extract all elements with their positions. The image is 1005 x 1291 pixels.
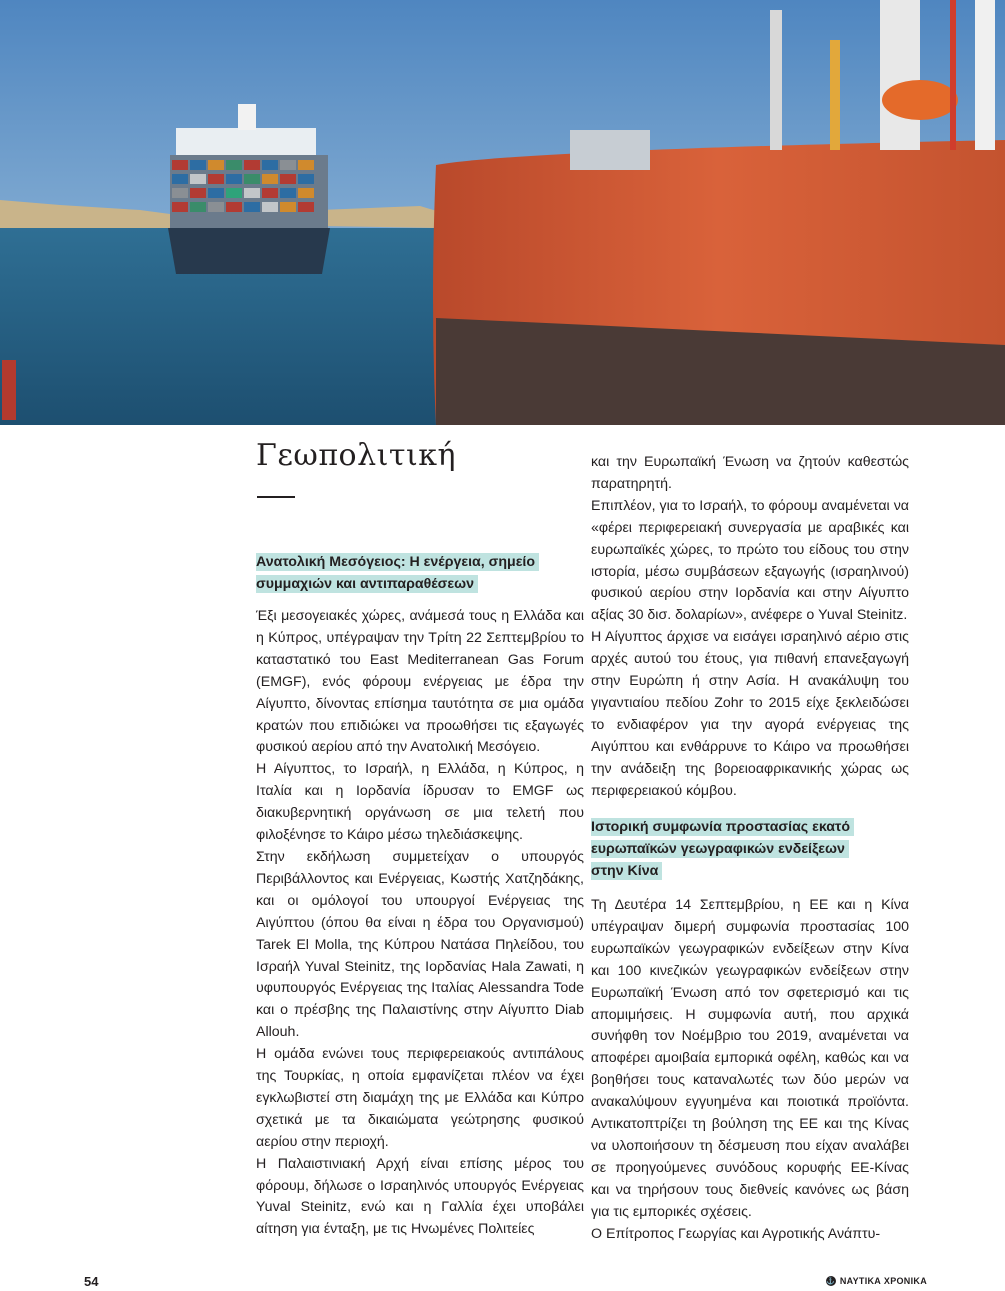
magazine-brand xyxy=(826,1276,927,1286)
page-number: 54 xyxy=(84,1274,99,1289)
article2-paragraph: Τη Δευτέρα 14 Σεπτεμβρίου, η ΕΕ και η Κίνα υπέγραψαν διμερή συμφωνία προστασίας 100 ευρωπαϊκών γεωγραφικών ενδείξεων στην Κίνα και 100 κινεζικών γεωγραφικών ενδείξεων στην Ευρωπαϊκή Ένωση από τον σφετερισμό και τις απομιμήσεις. Η συμφωνία αυτή, που αρχικά συνήφθη τον Νοέμβριο του 2019, αναμένεται να αποφέρει αμοιβαία εμπορικά οφέλη, καθώς και να βοηθήσει τους καταναλωτές των δύο μερών να ανακαλύψουν εγγυημένα και ποιοτικά προϊόντα. Αντικατοπτρίζει τη βούληση της ΕΕ και της Κίνας να υλοποιήσουν τη δέσμευση που είχαν αναλάβει σε προηγούμενες συνόδους κορυφής ΕΕ-Κίνας και να τηρήσουν τους διεθνείς κανόνες ως βάση για τις εμπορικές σχέσεις. xyxy=(591,897,909,1220)
container-ship xyxy=(168,104,330,274)
article1-heading xyxy=(256,551,539,595)
article2-paragraph: Ο Επίτροπος Γεωργίας και Αγροτικής Ανάπτυ- xyxy=(591,1225,881,1242)
article1-paragraph: και την Ευρωπαϊκή Ένωση να ζητούν καθεστώς παρατηρητή. xyxy=(591,454,909,492)
article1-paragraph: Η Αίγυπτος άρχισε να εισάγει ισραηλινό αέριο στις αρχές αυτού του έτους, για πιθανή επανεξαγωγή στην Ευρώπη ή στην Ασία. Η ανακάλυψη του γιγαντιαίου πεδίου Zohr το 2015 είχε ξεκλειδώσει το ενδιαφέρον για την αγορά ενέργειας της Αιγύπτου και ενθάρρυνε το Κάιρο να προωθήσει την ανάδειξη της βορειοαφρικανικής χώρας ως περιφερειακού κόμβου. xyxy=(591,629,909,799)
section-title: Γεωπολιτική xyxy=(256,438,456,473)
ships-illustration xyxy=(0,0,1005,425)
buoy xyxy=(2,360,16,420)
article1-paragraph: Η Παλαιστινιακή Αρχή είναι επίσης μέρος του φόρουμ, δήλωσε ο Ισραηλινός υπουργός Ενέργειας Yuval Steinitz, ενώ και η Γαλλία έχει υποβάλει αίτηση για ένταξη, με τις Ηνωμένες Πολιτείες xyxy=(256,1155,584,1238)
hero-photo xyxy=(0,0,1005,425)
title-divider xyxy=(257,496,295,498)
article2-column xyxy=(591,895,909,1246)
article1-paragraph: Στην εκδήλωση συμμετείχαν ο υπουργός Περιβάλλοντος και Ενέργειας, Κωστής Χατζηδάκης, και οι ομόλογοί του υπουργοί Ενέργειας της Αιγύπτου (όπου θα είναι η έδρα του Οργανισμού) Tarek El Molla, της Κύπρου Νατάσα Πηλείδου, του Ισραήλ Yuval Steinitz, της Ιορδανίας Hala Zawati, η υφυπουργός Ενέργειας της Ιταλίας Alessandra Tode και ο πρέσβης της Παλαιστίνης στην Αίγυπτο Diab Allouh. xyxy=(256,848,584,1041)
article1-paragraph: Επιπλέον, για το Ισραήλ, το φόρουμ αναμένεται να «φέρει περιφερειακή συνεργασία με αραβικές και ευρωπαϊκές χώρες, το πρώτο του είδους του στην ιστορία, μέσω συμβάσεων εξαγωγής (ισραηλινού) φυσικού αερίου στην Ιορδανία και στην Αίγυπτο αξίας 30 δισ. δολαρίων», ανέφερε ο Yuval Steinitz. xyxy=(591,497,909,624)
article1-paragraph: Η Αίγυπτος, το Ισραήλ, η Ελλάδα, η Κύπρος, η Ιταλία και η Ιορδανία ίδρυσαν το EMGF ως διακυβερνητική οργάνωση σε μια τελετή που φιλοξένησε το Κάιρο μέσω τηλεδιάσκεψης. xyxy=(256,761,584,844)
article2-heading-line3: στην Κίνα xyxy=(591,862,662,880)
article2-heading-line2: ευρωπαϊκών γεωγραφικών ενδείξεων xyxy=(591,840,849,858)
article2-heading xyxy=(591,816,854,882)
article1-paragraph: Η ομάδα ενώνει τους περιφερειακούς αντιπάλους της Τουρκίας, η οποία εμφανίζεται πλέον να έχει εγκλωβιστεί στη διαμάχη της με Ελλάδα και Κύπρο σχετικά με τα δικαιώματα γεώτρησης φυσικού αερίου στην περιοχή. xyxy=(256,1046,584,1150)
article2-heading-line1: Ιστορική συμφωνία προστασίας εκατό xyxy=(591,818,854,836)
article1-column1 xyxy=(256,606,584,1241)
anchor-logo-icon: ⚓ xyxy=(826,1278,836,1285)
article1-heading-line2: συμμαχιών και αντιπαραθέσεων xyxy=(256,575,478,593)
article1-column2 xyxy=(591,452,909,803)
magazine-name: ΝΑΥΤΙΚΑ ΧΡΟΝΙΚΑ xyxy=(839,1276,927,1286)
article1-heading-line1: Ανατολική Μεσόγειος: Η ενέργεια, σημείο xyxy=(256,553,539,571)
article1-paragraph: Έξι μεσογειακές χώρες, ανάμεσά τους η Ελλάδα και η Κύπρος, υπέγραψαν την Τρίτη 22 Σεπτεμβρίου το καταστατικό του East Mediterranean Gas Forum (EMGF), ενός φόρουμ ενέργειας με έδρα την Αίγυπτο, δίνοντας επίσημα ταυτότητα σε μια ομάδα κρατών που επιδιώκει να προωθήσει τις εξαγωγές φυσικού αερίου από την Ανατολική Μεσόγειο. xyxy=(256,608,584,756)
